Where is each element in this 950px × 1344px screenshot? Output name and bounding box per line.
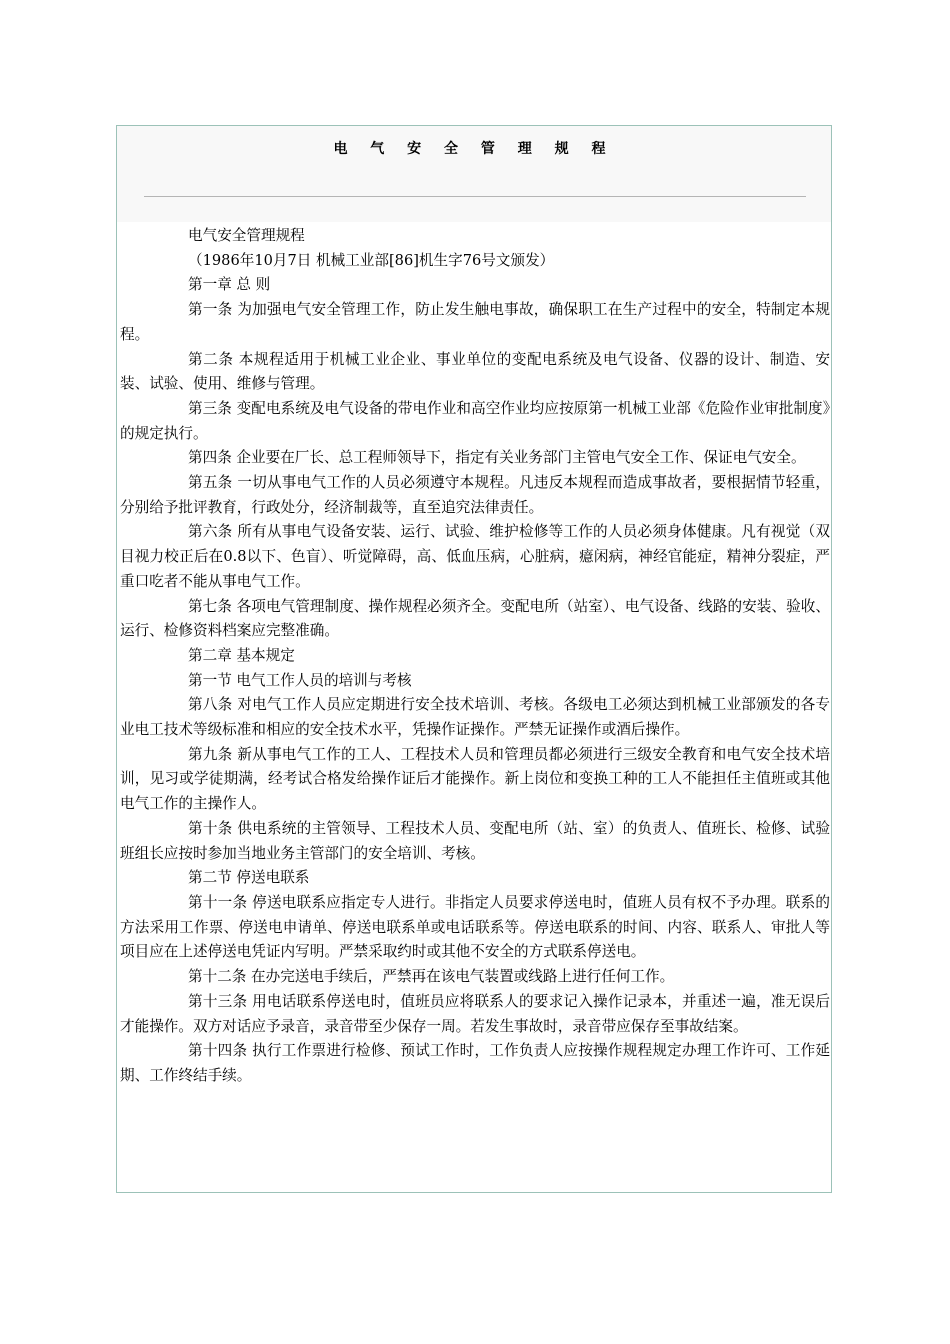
paragraph: 第八条 对电气工作人员应定期进行安全技术培训、考核。各级电工必须达到机械工业部颁发的各专业电工技术等级标准和相应的安全技术水平，凭操作证操作。严禁无证操作或酒后操作。	[120, 696, 830, 739]
paragraph: 第十一条 停送电联系应指定专人进行。非指定人员要求停送电时，值班人员有权不予办理。联系的方法采用工作票、停送电申请单、停送电联系单或电话联系等。停送电联系的时间、内容、联系人、审批人等项目应在上述停送电凭证内写明。严禁采取约时或其他不安全的方式联系停送电。	[120, 893, 830, 961]
paragraph: 第十二条 在办完送电手续后，严禁再在该电气装置或线路上进行任何工作。	[188, 968, 675, 986]
document-body	[120, 224, 830, 1089]
document-frame	[116, 125, 832, 1193]
paragraph: 第六条 所有从事电气设备安装、运行、试验、维护检修等工作的人员必须身体健康。凡有视觉（双目视力校正后在0.8以下、色盲）、听觉障碍，高、低血压病，心脏病，癔闲病，神经官能症，精神分裂症，严重口吃者不能从事电气工作。	[120, 523, 830, 590]
paragraph: 第四条 企业要在厂长、总工程师领导下，指定有关业务部门主管电气安全工作、保证电气安全。	[188, 449, 806, 467]
paragraph: 第九条 新从事电气工作的工人、工程技术人员和管理员都必须进行三级安全教育和电气安全技术培训，见习或学徒期满，经考试合格发给操作证后才能操作。新上岗位和变换工种的工人不能担任主值班或其他电气工作的主操作人。	[120, 745, 830, 813]
paragraph: 第十条 供电系统的主管领导、工程技术人员、变配电所（站、室）的负责人、值班长、检修、试验班组长应按时参加当地业务主管部门的安全培训、考核。	[120, 819, 830, 862]
paragraph: 第三条 变配电系统及电气设备的带电作业和高空作业均应按原第一机械工业部《危险作业审批制度》的规定执行。	[120, 399, 830, 442]
chapter-heading: 第二章 基本规定	[188, 646, 295, 664]
paragraph: 第十四条 执行工作票进行检修、预试工作时，工作负责人应按操作规程规定办理工作许可、工作延期、工作终结手续。	[120, 1042, 830, 1084]
section-heading: 第二节 停送电联系	[188, 869, 310, 887]
document-header	[117, 126, 831, 222]
paragraph: 第十三条 用电话联系停送电时，值班员应将联系人的要求记入操作记录本，并重述一遍，准无误后才能操作。双方对话应予录音，录音带至少保存一周。若发生事故时，录音带应保存至事故结案。	[120, 992, 830, 1035]
paragraph: 第七条 各项电气管理制度、操作规程必须齐全。变配电所（站室）、电气设备、线路的安装、验收、运行、检修资料档案应完整准确。	[120, 597, 830, 640]
document-title: 电 气 安 全 管 理 规 程	[333, 141, 615, 157]
chapter-heading: 第一章 总 则	[188, 276, 271, 294]
paragraph: 第二条 本规程适用于机械工业企业、事业单位的变配电系统及电气设备、仪器的设计、制造、安装、试验、使用、维修与管理。	[120, 350, 830, 393]
header-divider	[144, 196, 806, 197]
paragraph: （1986年10月7日 机械工业部[86]机生字76号文颁发）	[188, 251, 555, 269]
paragraph: 第一条 为加强电气安全管理工作，防止发生触电事故，确保职工在生产过程中的安全，特制定本规程。	[120, 301, 830, 343]
paragraph: 第五条 一切从事电气工作的人员必须遵守本规程。凡违反本规程而造成事故者，要根据情节轻重，分别给予批评教育，行政处分，经济制裁等，直至追究法律责任。	[120, 474, 830, 516]
paragraph: 电气安全管理规程	[188, 227, 305, 244]
section-heading: 第一节 电气工作人员的培训与考核	[188, 671, 412, 689]
